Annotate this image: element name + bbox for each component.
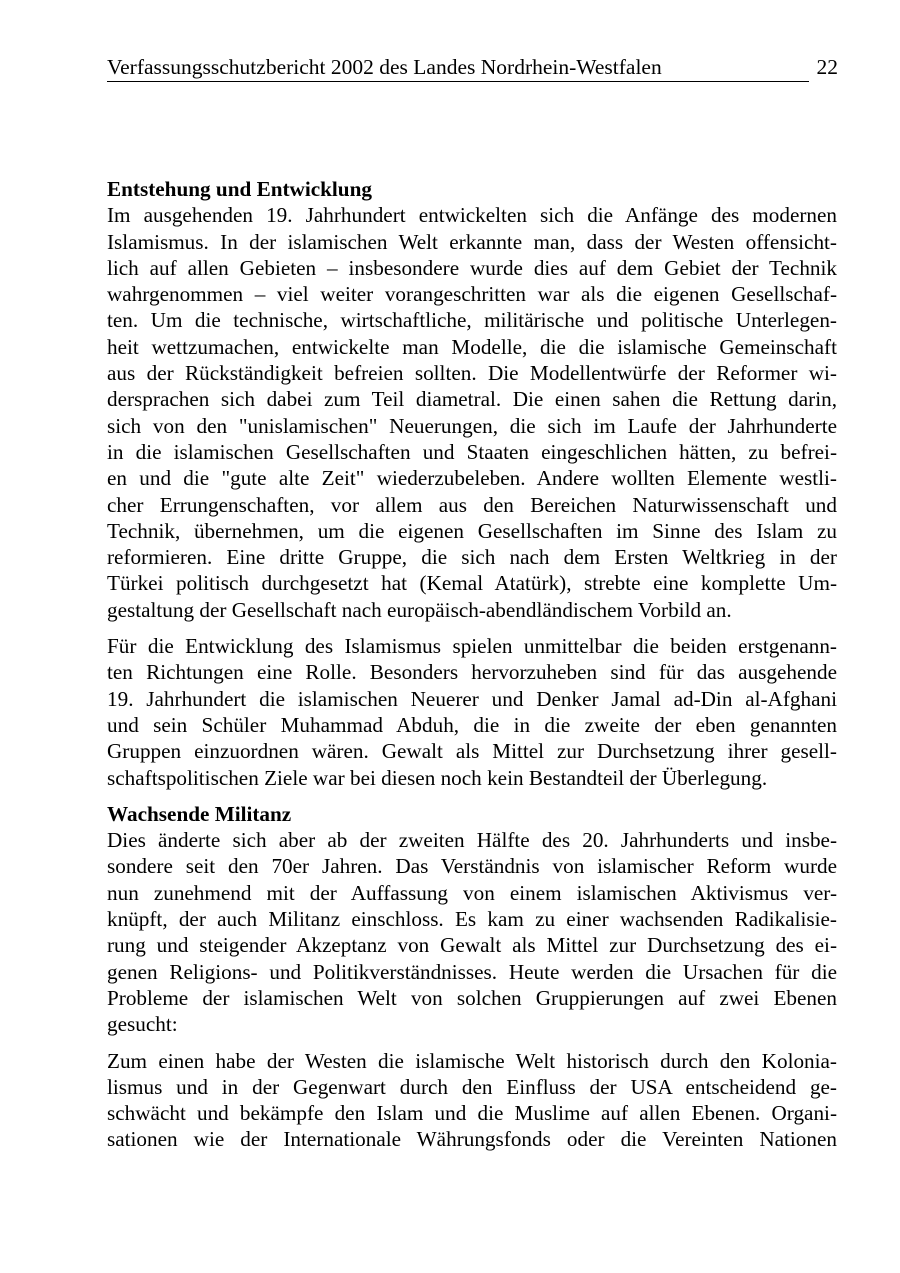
text-line: genen Religions- und Politikverständnisses. Heute werden die Ursachen für die bbox=[107, 959, 837, 984]
text-line: schwächt und bekämpfe den Islam und die Muslime auf allen Ebenen. Organi- bbox=[107, 1101, 837, 1126]
text-line: gestaltung der Gesellschaft nach europäisch-abendländischem Vorbild an. bbox=[107, 597, 732, 622]
text-line: Probleme der islamischen Welt von solchen Gruppierungen auf zwei Ebenen bbox=[107, 985, 837, 1010]
paragraph-gap bbox=[107, 623, 837, 633]
text-line: sondere seit den 70er Jahren. Das Verständnis von islamischer Reform wurde bbox=[107, 854, 837, 879]
text-line: lismus und in der Gegenwart durch den Einfluss der USA entscheidend ge- bbox=[107, 1074, 837, 1099]
text-line: Gruppen einzuordnen wären. Gewalt als Mittel zur Durchsetzung ihrer gesell- bbox=[107, 739, 837, 764]
paragraph bbox=[107, 1048, 837, 1153]
text-line: knüpft, der auch Militanz einschloss. Es kam zu einer wachsenden Radikalisie- bbox=[107, 907, 837, 932]
text-line: reformieren. Eine dritte Gruppe, die sich nach dem Ersten Weltkrieg in der bbox=[107, 545, 837, 570]
text-line: und sein Schüler Muhammad Abduh, die in die zweite der eben genannten bbox=[107, 712, 837, 737]
paragraph-gap bbox=[107, 1038, 837, 1048]
paragraph bbox=[107, 827, 837, 1037]
text-line: 19. Jahrhundert die islamischen Neuerer und Denker Jamal ad-Din al-Afghani bbox=[107, 686, 837, 711]
text-line: nun zunehmend mit der Auffassung von einem islamischen Aktivismus ver- bbox=[107, 880, 837, 905]
section-gap bbox=[107, 791, 837, 801]
text-line: Zum einen habe der Westen die islamische Welt historisch durch den Kolonia- bbox=[107, 1048, 837, 1073]
text-line: sationen wie der Internationale Währungsfonds oder die Vereinten Nationen bbox=[107, 1127, 837, 1152]
section-heading: Entstehung und Entwicklung bbox=[107, 177, 372, 201]
text-line: schaftspolitischen Ziele war bei diesen noch kein Bestandteil der Überlegung. bbox=[107, 765, 768, 790]
text-line: sich von den "unislamischen" Neuerungen, die sich im Laufe der Jahrhunderte bbox=[107, 413, 837, 438]
body-text bbox=[107, 176, 837, 1153]
paragraph bbox=[107, 202, 837, 623]
text-line: Türkei politisch durchgesetzt hat (Kemal Atatürk), strebte eine komplette Um- bbox=[107, 571, 837, 596]
text-line: Im ausgehenden 19. Jahrhundert entwickelten sich die Anfänge des modernen bbox=[107, 203, 837, 228]
running-header bbox=[107, 52, 838, 84]
header-rule bbox=[107, 81, 809, 82]
paragraph bbox=[107, 633, 837, 791]
text-line: Technik, übernehmen, um die eigenen Gesellschaften im Sinne des Islam zu bbox=[107, 518, 837, 543]
section-heading: Wachsende Militanz bbox=[107, 801, 292, 826]
text-line: Dies änderte sich aber ab der zweiten Hälfte des 20. Jahrhunderts und insbe- bbox=[107, 828, 837, 853]
text-line: ten Richtungen eine Rolle. Besonders hervorzuheben sind für das ausgehende bbox=[107, 660, 837, 685]
text-line: dersprachen sich dabei zum Teil diametral. Die einen sahen die Rettung darin, bbox=[107, 387, 837, 412]
text-line: cher Errungenschaften, vor allem aus den Bereichen Naturwissenschaft und bbox=[107, 492, 837, 517]
text-line: in die islamischen Gesellschaften und Staaten eingeschlichen hätten, zu befrei- bbox=[107, 439, 837, 464]
header-title: Verfassungsschutzbericht 2002 des Landes Nordrhein-Westfalen bbox=[107, 55, 662, 79]
text-line: gesucht: bbox=[107, 1012, 178, 1037]
text-line: ten. Um die technische, wirtschaftliche, militärische und politische Unterlegen- bbox=[107, 308, 837, 333]
text-line: lich auf allen Gebieten – insbesondere wurde dies auf dem Gebiet der Technik bbox=[107, 255, 837, 280]
text-line: Islamismus. In der islamischen Welt erkannte man, dass der Westen offensicht- bbox=[107, 229, 837, 254]
text-line: aus der Rückständigkeit befreien sollten. Die Modellentwürfe der Reformer wi- bbox=[107, 361, 837, 386]
text-line: wahrgenommen – viel weiter vorangeschritten war als die eigenen Gesellschaf- bbox=[107, 282, 837, 307]
page-number: 22 bbox=[816, 55, 838, 79]
text-line: heit wettzumachen, entwickelte man Modelle, die die islamische Gemeinschaft bbox=[107, 334, 837, 359]
text-line: en und die "gute alte Zeit" wiederzubeleben. Andere wollten Elemente westli- bbox=[107, 466, 837, 491]
text-line: rung und steigender Akzeptanz von Gewalt als Mittel zur Durchsetzung des ei- bbox=[107, 933, 837, 958]
text-line: Für die Entwicklung des Islamismus spielen unmittelbar die beiden erstgenann- bbox=[107, 634, 837, 659]
